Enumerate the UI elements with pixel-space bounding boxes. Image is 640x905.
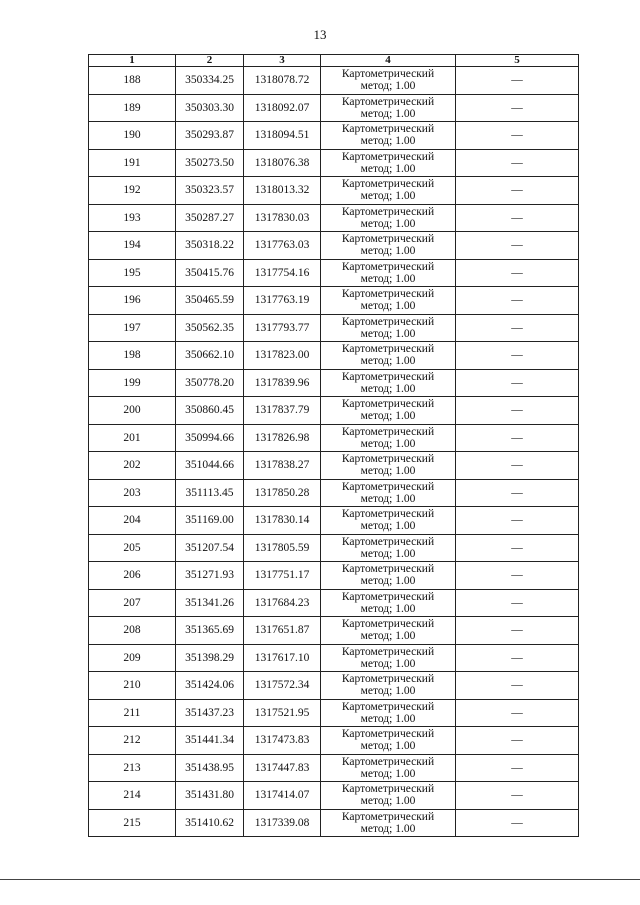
x-coordinate-cell: 351441.34 — [176, 727, 244, 755]
point-number-cell: 198 — [89, 342, 176, 370]
note-cell: — — [456, 204, 579, 232]
x-coordinate-cell: 351398.29 — [176, 644, 244, 672]
method-name: Картометрический — [341, 233, 435, 246]
method-accuracy: метод; 1.00 — [360, 162, 416, 175]
y-coordinate-cell: 1317839.96 — [244, 369, 321, 397]
method-name: Картометрический — [341, 810, 435, 823]
point-number-cell: 208 — [89, 617, 176, 645]
method-cell — [321, 149, 456, 177]
table-row — [89, 617, 579, 645]
note-cell: — — [456, 397, 579, 425]
point-number-cell: 191 — [89, 149, 176, 177]
x-coordinate-cell: 350323.57 — [176, 177, 244, 205]
method-accuracy: метод; 1.00 — [360, 410, 416, 423]
y-coordinate-cell: 1317521.95 — [244, 699, 321, 727]
point-number-cell: 209 — [89, 644, 176, 672]
point-number-cell: 189 — [89, 94, 176, 122]
method-cell — [321, 452, 456, 480]
table-row — [89, 287, 579, 315]
method-name: Картометрический — [341, 508, 435, 521]
page-number: 13 — [313, 27, 327, 42]
method-cell — [321, 754, 456, 782]
point-number-cell: 211 — [89, 699, 176, 727]
method-cell — [321, 232, 456, 260]
method-cell — [321, 562, 456, 590]
method-name: Картометрический — [341, 783, 435, 796]
method-name: Картометрический — [341, 728, 435, 741]
y-coordinate-cell: 1317651.87 — [244, 617, 321, 645]
note-cell: — — [456, 342, 579, 370]
x-coordinate-cell: 350318.22 — [176, 232, 244, 260]
method-name: Картометрический — [341, 370, 435, 383]
x-coordinate-cell: 351271.93 — [176, 562, 244, 590]
method-cell — [321, 94, 456, 122]
note-cell: — — [456, 452, 579, 480]
point-number-cell: 205 — [89, 534, 176, 562]
x-coordinate-cell: 350415.76 — [176, 259, 244, 287]
method-name: Картометрический — [341, 453, 435, 466]
point-number-cell: 195 — [89, 259, 176, 287]
y-coordinate-cell: 1317850.28 — [244, 479, 321, 507]
table-row — [89, 232, 579, 260]
y-coordinate-cell: 1317684.23 — [244, 589, 321, 617]
method-accuracy: метод; 1.00 — [360, 437, 416, 450]
method-name: Картометрический — [341, 480, 435, 493]
point-number-cell: 197 — [89, 314, 176, 342]
method-cell — [321, 287, 456, 315]
table-row — [89, 67, 579, 95]
note-cell: — — [456, 94, 579, 122]
note-cell: — — [456, 589, 579, 617]
x-coordinate-cell: 350465.59 — [176, 287, 244, 315]
note-cell: — — [456, 67, 579, 95]
table-row — [89, 754, 579, 782]
method-accuracy: метод; 1.00 — [360, 327, 416, 340]
note-cell: — — [456, 809, 579, 837]
method-name: Картометрический — [341, 398, 435, 411]
x-coordinate-cell: 351044.66 — [176, 452, 244, 480]
note-cell: — — [456, 644, 579, 672]
method-name: Картометрический — [341, 68, 435, 81]
note-cell: — — [456, 782, 579, 810]
table-row — [89, 397, 579, 425]
method-accuracy: метод; 1.00 — [360, 575, 416, 588]
method-accuracy: метод; 1.00 — [360, 465, 416, 478]
method-cell — [321, 259, 456, 287]
point-number-cell: 203 — [89, 479, 176, 507]
table-row — [89, 94, 579, 122]
x-coordinate-cell: 351169.00 — [176, 507, 244, 535]
point-number-cell: 204 — [89, 507, 176, 535]
method-accuracy: метод; 1.00 — [360, 795, 416, 808]
point-number-cell: 202 — [89, 452, 176, 480]
method-cell — [321, 67, 456, 95]
y-coordinate-cell: 1317414.07 — [244, 782, 321, 810]
note-cell: — — [456, 507, 579, 535]
method-accuracy: метод; 1.00 — [360, 245, 416, 258]
note-cell: — — [456, 232, 579, 260]
method-name: Картометрический — [341, 755, 435, 768]
y-coordinate-cell: 1317830.14 — [244, 507, 321, 535]
point-number-cell: 192 — [89, 177, 176, 205]
column-header-3: 3 — [244, 55, 321, 67]
point-number-cell: 194 — [89, 232, 176, 260]
method-cell — [321, 699, 456, 727]
column-header-4: 4 — [321, 55, 456, 67]
table-row — [89, 369, 579, 397]
method-accuracy: метод; 1.00 — [360, 382, 416, 395]
column-header-2: 2 — [176, 55, 244, 67]
table-body — [89, 67, 579, 837]
method-name: Картометрический — [341, 260, 435, 273]
y-coordinate-cell: 1318078.72 — [244, 67, 321, 95]
y-coordinate-cell: 1317447.83 — [244, 754, 321, 782]
method-cell — [321, 369, 456, 397]
method-accuracy: метод; 1.00 — [360, 712, 416, 725]
method-cell — [321, 204, 456, 232]
note-cell: — — [456, 754, 579, 782]
method-cell — [321, 424, 456, 452]
y-coordinate-cell: 1317838.27 — [244, 452, 321, 480]
y-coordinate-cell: 1317473.83 — [244, 727, 321, 755]
note-cell: — — [456, 727, 579, 755]
x-coordinate-cell: 351437.23 — [176, 699, 244, 727]
x-coordinate-cell: 351410.62 — [176, 809, 244, 837]
table-row — [89, 259, 579, 287]
x-coordinate-cell: 350293.87 — [176, 122, 244, 150]
point-number-cell: 212 — [89, 727, 176, 755]
x-coordinate-cell: 351438.95 — [176, 754, 244, 782]
table-row — [89, 727, 579, 755]
point-number-cell: 190 — [89, 122, 176, 150]
method-name: Картометрический — [341, 673, 435, 686]
x-coordinate-cell: 350778.20 — [176, 369, 244, 397]
method-accuracy: метод; 1.00 — [360, 602, 416, 615]
table-row — [89, 204, 579, 232]
table-row — [89, 149, 579, 177]
method-accuracy: метод; 1.00 — [360, 520, 416, 533]
x-coordinate-cell: 350273.50 — [176, 149, 244, 177]
note-cell: — — [456, 314, 579, 342]
point-number-cell: 215 — [89, 809, 176, 837]
table-row — [89, 424, 579, 452]
y-coordinate-cell: 1318076.38 — [244, 149, 321, 177]
coordinates-table — [88, 54, 579, 837]
y-coordinate-cell: 1317754.16 — [244, 259, 321, 287]
method-name: Картометрический — [341, 645, 435, 658]
table-row — [89, 562, 579, 590]
x-coordinate-cell: 350860.45 — [176, 397, 244, 425]
method-name: Картометрический — [341, 535, 435, 548]
table-row — [89, 809, 579, 837]
table-row — [89, 672, 579, 700]
method-cell — [321, 809, 456, 837]
method-cell — [321, 534, 456, 562]
table-row — [89, 507, 579, 535]
point-number-cell: 210 — [89, 672, 176, 700]
x-coordinate-cell: 350662.10 — [176, 342, 244, 370]
note-cell: — — [456, 177, 579, 205]
table-row — [89, 314, 579, 342]
table-row — [89, 644, 579, 672]
x-coordinate-cell: 350994.66 — [176, 424, 244, 452]
note-cell: — — [456, 672, 579, 700]
method-name: Картометрический — [341, 178, 435, 191]
method-accuracy: метод; 1.00 — [360, 630, 416, 643]
method-accuracy: метод; 1.00 — [360, 822, 416, 835]
table-row — [89, 699, 579, 727]
table-row — [89, 534, 579, 562]
method-cell — [321, 727, 456, 755]
y-coordinate-cell: 1317837.79 — [244, 397, 321, 425]
method-name: Картометрический — [341, 425, 435, 438]
method-accuracy: метод; 1.00 — [360, 355, 416, 368]
y-coordinate-cell: 1317793.77 — [244, 314, 321, 342]
method-accuracy: метод; 1.00 — [360, 272, 416, 285]
column-header-5: 5 — [456, 55, 579, 67]
method-name: Картометрический — [341, 618, 435, 631]
method-name: Картометрический — [341, 343, 435, 356]
y-coordinate-cell: 1317763.19 — [244, 287, 321, 315]
method-cell — [321, 672, 456, 700]
point-number-cell: 214 — [89, 782, 176, 810]
method-cell — [321, 589, 456, 617]
note-cell: — — [456, 149, 579, 177]
point-number-cell: 199 — [89, 369, 176, 397]
x-coordinate-cell: 351113.45 — [176, 479, 244, 507]
y-coordinate-cell: 1317830.03 — [244, 204, 321, 232]
table-row — [89, 342, 579, 370]
method-name: Картометрический — [341, 205, 435, 218]
x-coordinate-cell: 350562.35 — [176, 314, 244, 342]
x-coordinate-cell: 351431.80 — [176, 782, 244, 810]
x-coordinate-cell: 350334.25 — [176, 67, 244, 95]
table-row — [89, 479, 579, 507]
method-cell — [321, 507, 456, 535]
note-cell: — — [456, 534, 579, 562]
table-row — [89, 782, 579, 810]
table-row — [89, 177, 579, 205]
note-cell: — — [456, 424, 579, 452]
method-name: Картометрический — [341, 95, 435, 108]
method-name: Картометрический — [341, 288, 435, 301]
y-coordinate-cell: 1317805.59 — [244, 534, 321, 562]
method-name: Картометрический — [341, 563, 435, 576]
y-coordinate-cell: 1317823.00 — [244, 342, 321, 370]
method-accuracy: метод; 1.00 — [360, 135, 416, 148]
method-cell — [321, 782, 456, 810]
method-cell — [321, 617, 456, 645]
method-name: Картометрический — [341, 123, 435, 136]
method-accuracy: метод; 1.00 — [360, 492, 416, 505]
y-coordinate-cell: 1318013.32 — [244, 177, 321, 205]
method-name: Картометрический — [341, 150, 435, 163]
method-name: Картометрический — [341, 315, 435, 328]
x-coordinate-cell: 351365.69 — [176, 617, 244, 645]
point-number-cell: 188 — [89, 67, 176, 95]
point-number-cell: 213 — [89, 754, 176, 782]
y-coordinate-cell: 1317572.34 — [244, 672, 321, 700]
note-cell: — — [456, 617, 579, 645]
x-coordinate-cell: 351341.26 — [176, 589, 244, 617]
method-accuracy: метод; 1.00 — [360, 300, 416, 313]
point-number-cell: 196 — [89, 287, 176, 315]
method-cell — [321, 397, 456, 425]
table-row — [89, 589, 579, 617]
y-coordinate-cell: 1318092.07 — [244, 94, 321, 122]
point-number-cell: 206 — [89, 562, 176, 590]
method-cell — [321, 314, 456, 342]
note-cell: — — [456, 699, 579, 727]
table-header-row — [89, 55, 579, 67]
x-coordinate-cell: 351207.54 — [176, 534, 244, 562]
method-cell — [321, 342, 456, 370]
method-accuracy: метод; 1.00 — [360, 547, 416, 560]
note-cell: — — [456, 479, 579, 507]
point-number-cell: 201 — [89, 424, 176, 452]
bottom-divider — [0, 879, 640, 880]
method-accuracy: метод; 1.00 — [360, 685, 416, 698]
y-coordinate-cell: 1317826.98 — [244, 424, 321, 452]
y-coordinate-cell: 1317339.08 — [244, 809, 321, 837]
method-accuracy: метод; 1.00 — [360, 190, 416, 203]
point-number-cell: 200 — [89, 397, 176, 425]
method-accuracy: метод; 1.00 — [360, 80, 416, 93]
note-cell: — — [456, 122, 579, 150]
table-row — [89, 452, 579, 480]
method-accuracy: метод; 1.00 — [360, 657, 416, 670]
note-cell: — — [456, 287, 579, 315]
y-coordinate-cell: 1318094.51 — [244, 122, 321, 150]
note-cell: — — [456, 562, 579, 590]
method-cell — [321, 479, 456, 507]
method-name: Картометрический — [341, 590, 435, 603]
method-cell — [321, 177, 456, 205]
method-accuracy: метод; 1.00 — [360, 217, 416, 230]
note-cell: — — [456, 369, 579, 397]
table-row — [89, 122, 579, 150]
x-coordinate-cell: 350303.30 — [176, 94, 244, 122]
method-cell — [321, 122, 456, 150]
y-coordinate-cell: 1317617.10 — [244, 644, 321, 672]
x-coordinate-cell: 351424.06 — [176, 672, 244, 700]
note-cell: — — [456, 259, 579, 287]
method-accuracy: метод; 1.00 — [360, 740, 416, 753]
y-coordinate-cell: 1317751.17 — [244, 562, 321, 590]
point-number-cell: 193 — [89, 204, 176, 232]
x-coordinate-cell: 350287.27 — [176, 204, 244, 232]
y-coordinate-cell: 1317763.03 — [244, 232, 321, 260]
column-header-1: 1 — [89, 55, 176, 67]
method-accuracy: метод; 1.00 — [360, 107, 416, 120]
method-accuracy: метод; 1.00 — [360, 767, 416, 780]
method-name: Картометрический — [341, 700, 435, 713]
method-cell — [321, 644, 456, 672]
point-number-cell: 207 — [89, 589, 176, 617]
